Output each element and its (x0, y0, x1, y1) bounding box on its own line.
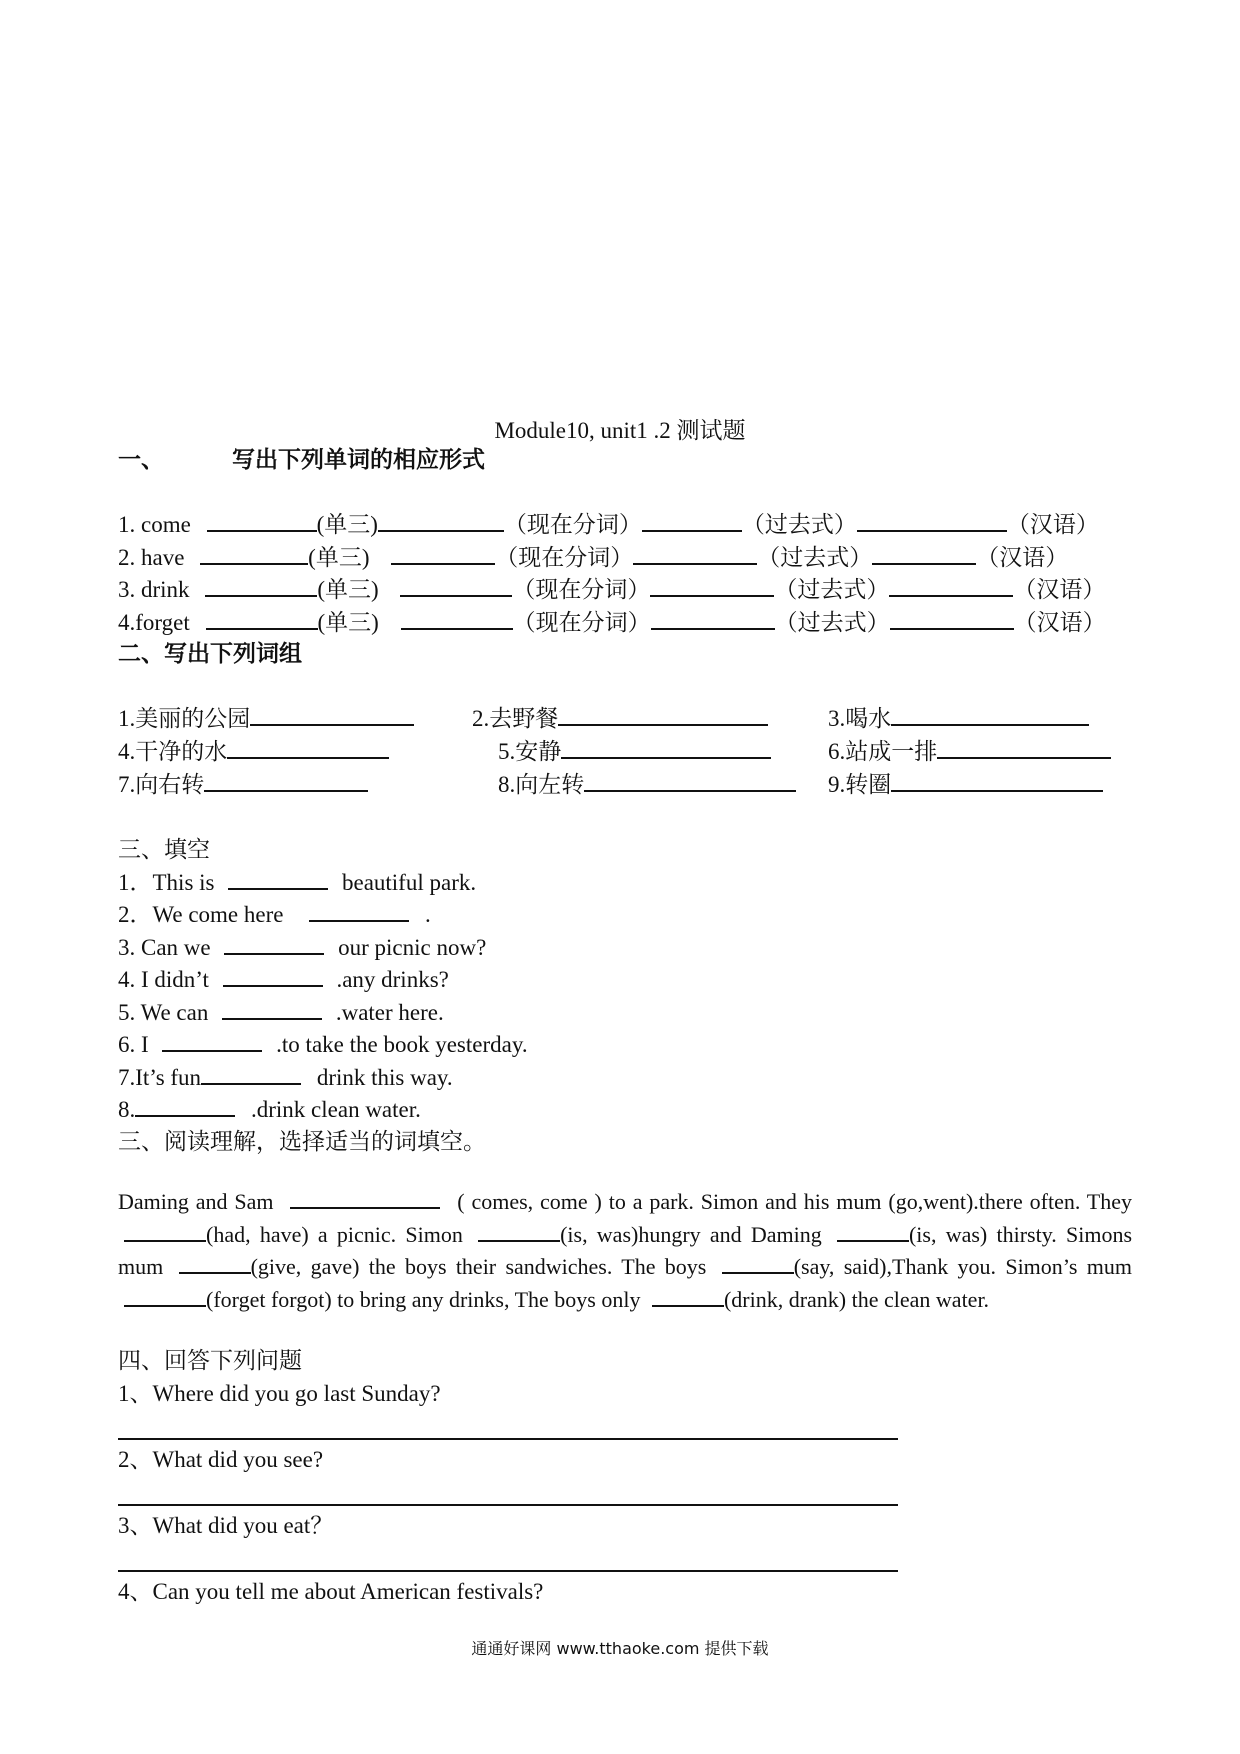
answer-blank[interactable] (400, 575, 512, 597)
answer-blank[interactable] (937, 737, 1111, 759)
answer-blank[interactable] (309, 900, 409, 922)
passage-text: ( comes, come ) to a park. Simon and his mum (go,went).there often. They (457, 1189, 1133, 1214)
passage-text: (give, gave) the boys their sandwiches. The boys (250, 1254, 707, 1279)
phrase-label: 6.站成一排 (828, 739, 938, 764)
passage-text: Daming and Sam (118, 1189, 274, 1214)
past-tense-label: （过去式） (757, 545, 873, 570)
answer-blank[interactable] (584, 770, 796, 792)
fill-prefix: 3. Can we (118, 935, 211, 960)
phrase-item-7 (118, 770, 368, 799)
phrase-item-5 (498, 737, 771, 766)
answer-blank[interactable] (206, 608, 318, 630)
word-form-row-3 (118, 575, 1105, 604)
answer-blank[interactable] (837, 1220, 909, 1242)
answer-blank[interactable] (650, 575, 774, 597)
passage-text: (say, said),Thank you. Simon’s mum (793, 1254, 1133, 1279)
phrase-item-4 (118, 737, 389, 766)
phrase-item-6 (828, 737, 1111, 766)
fill-item-4 (118, 965, 449, 994)
answer-blank[interactable] (204, 770, 368, 792)
section1-heading-text: 写出下列单词的相应形式 (232, 447, 486, 473)
answer-blank[interactable] (205, 575, 317, 597)
fill-prefix: 6. I (118, 1032, 149, 1057)
phrase-item-9 (828, 770, 1103, 799)
fill-item-2 (118, 900, 431, 929)
answer-blank[interactable] (200, 543, 308, 565)
fill-prefix: 8. (118, 1097, 136, 1122)
fill-suffix: .to take the book yesterday. (276, 1032, 528, 1057)
fill-suffix: drink this way. (316, 1065, 453, 1090)
answer-blank[interactable] (124, 1220, 206, 1242)
section3-heading: 三、填空 (118, 837, 210, 862)
fill-suffix: .drink clean water. (251, 1097, 421, 1122)
past-tense-label: （过去式） (741, 512, 857, 537)
phrase-item-1 (118, 704, 414, 733)
answer-blank[interactable] (889, 575, 1013, 597)
word-form-row-4 (118, 608, 1106, 637)
fill-item-3 (118, 933, 486, 962)
answer-blank[interactable] (201, 1063, 301, 1085)
present-participle-label: （现在分词） (512, 577, 651, 602)
answer-line-3[interactable] (118, 1570, 898, 1572)
phrase-item-8 (498, 770, 796, 799)
answer-blank[interactable] (857, 510, 1007, 532)
answer-blank[interactable] (561, 737, 771, 759)
word-label: 4.forget (118, 610, 190, 635)
word-label: 2. have (118, 545, 185, 570)
answer-blank[interactable] (207, 510, 317, 532)
answer-blank[interactable] (872, 543, 976, 565)
word-form-row-1 (118, 510, 1099, 539)
question-1: 1、Where did you go last Sunday? (118, 1381, 441, 1406)
section1-heading-number: 一、 (118, 447, 164, 473)
answer-blank[interactable] (891, 770, 1103, 792)
answer-blank[interactable] (250, 704, 414, 726)
answer-blank[interactable] (652, 1285, 724, 1307)
answer-blank[interactable] (891, 704, 1089, 726)
answer-blank[interactable] (722, 1252, 794, 1274)
answer-blank[interactable] (223, 965, 323, 987)
phrase-label: 5.安静 (498, 739, 562, 764)
answer-blank[interactable] (224, 933, 324, 955)
phrase-label: 2.去野餐 (472, 706, 559, 731)
answer-blank[interactable] (228, 868, 328, 890)
fill-prefix: 4. I didn’t (118, 967, 209, 992)
fill-prefix: 7.It’s fun (118, 1065, 202, 1090)
answer-blank[interactable] (162, 1030, 262, 1052)
footer-credit: 通通好课网 www.tthaoke.com 提供下载 (471, 1639, 769, 1658)
answer-blank[interactable] (227, 737, 389, 759)
passage-text: (forget forgot) to bring any drinks, The boys only (206, 1286, 641, 1312)
answer-blank[interactable] (124, 1285, 206, 1307)
chinese-label: （汉语） (1013, 610, 1106, 635)
present-participle-label: （现在分词） (495, 545, 634, 570)
phrase-label: 9.转圈 (828, 772, 892, 797)
answer-line-1[interactable] (118, 1438, 898, 1440)
fill-item-8 (118, 1095, 421, 1124)
passage-text: (is, was)hungry and Daming (560, 1221, 822, 1247)
word-label: 3. drink (118, 577, 190, 602)
answer-blank[interactable] (135, 1095, 235, 1117)
answer-blank[interactable] (558, 704, 768, 726)
past-tense-label: （过去式） (774, 610, 890, 635)
worksheet-title: Module10, unit1 .2 测试题 (494, 418, 746, 443)
reading-passage (118, 1186, 1132, 1316)
answer-blank[interactable] (401, 608, 513, 630)
fill-suffix: our picnic now? (338, 935, 487, 960)
answer-blank[interactable] (633, 543, 757, 565)
chinese-label: （汉语） (1006, 512, 1099, 537)
section4-heading: 三、阅读理解，选择适当的词填空。 (118, 1129, 486, 1154)
passage-text: (is, was) thirsty. Simons mum (118, 1221, 1133, 1279)
word-label: 1. come (118, 512, 191, 537)
fill-prefix: 2．We come here (118, 902, 284, 927)
section5-heading: 四、回答下列问题 (118, 1348, 302, 1373)
section2-heading: 二、写出下列词组 (118, 641, 302, 667)
third-person-label: (单三) (316, 512, 378, 537)
phrase-label: 1.美丽的公园 (118, 706, 251, 731)
fill-suffix: .any drinks? (336, 967, 449, 992)
present-participle-label: （现在分词） (512, 610, 651, 635)
answer-blank[interactable] (222, 998, 322, 1020)
word-form-row-2 (118, 543, 1068, 572)
fill-item-7 (118, 1063, 453, 1092)
answer-blank[interactable] (642, 510, 742, 532)
phrase-label: 4.干净的水 (118, 739, 228, 764)
section1-heading (118, 446, 485, 474)
fill-suffix: . (424, 902, 431, 927)
answer-line-2[interactable] (118, 1504, 898, 1506)
phrase-label: 8.向左转 (498, 772, 585, 797)
chinese-label: （汉语） (976, 545, 1069, 570)
third-person-label: (单三) (317, 610, 379, 635)
fill-suffix: beautiful park. (341, 870, 477, 895)
phrase-item-2 (472, 704, 768, 733)
phrase-item-3 (828, 704, 1089, 733)
past-tense-label: （过去式） (774, 577, 890, 602)
chinese-label: （汉语） (1013, 577, 1106, 602)
present-participle-label: （现在分词） (503, 512, 642, 537)
third-person-label: (单三) (317, 577, 379, 602)
passage-text: (had, have) a picnic. Simon (206, 1221, 463, 1247)
fill-prefix: 1．This is (118, 870, 215, 895)
phrase-label: 7.向右转 (118, 772, 205, 797)
fill-item-5 (118, 998, 444, 1027)
answer-blank[interactable] (651, 608, 775, 630)
answer-blank[interactable] (890, 608, 1014, 630)
fill-item-1 (118, 868, 476, 897)
third-person-label: (单三) (308, 545, 370, 570)
fill-prefix: 5. We can (118, 1000, 209, 1025)
phrase-label: 3.喝水 (828, 706, 892, 731)
answer-blank[interactable] (290, 1187, 440, 1209)
answer-blank[interactable] (478, 1220, 560, 1242)
answer-blank[interactable] (179, 1252, 251, 1274)
passage-text: (drink, drank) the clean water. (723, 1286, 990, 1312)
answer-blank[interactable] (391, 543, 495, 565)
answer-blank[interactable] (378, 510, 504, 532)
question-3: 3、What did you eat？ (118, 1513, 334, 1538)
question-4: 4、Can you tell me about American festivals? (118, 1579, 544, 1604)
question-2: 2、What did you see? (118, 1447, 324, 1472)
fill-item-6 (118, 1030, 528, 1059)
fill-suffix: .water here. (335, 1000, 444, 1025)
